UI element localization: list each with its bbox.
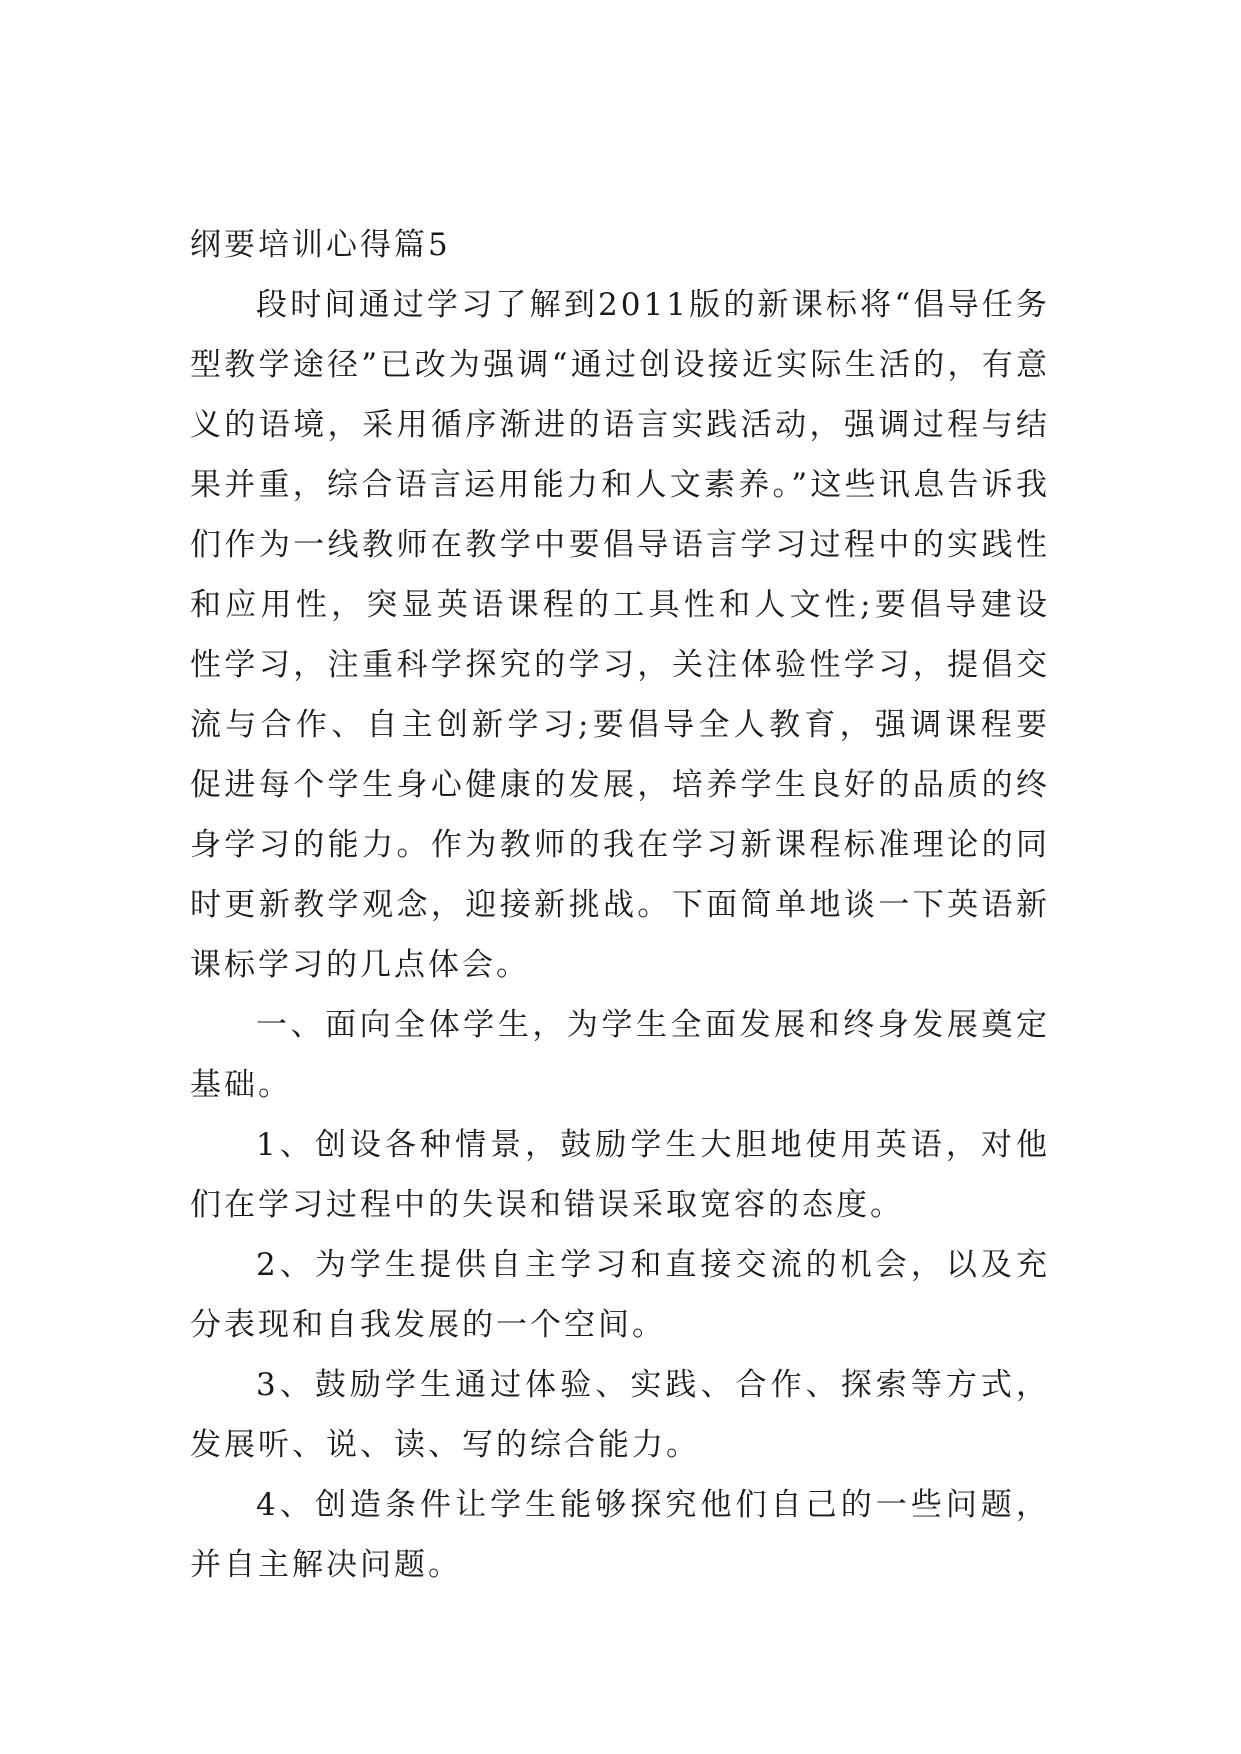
paragraph-item-2: 2、为学生提供自主学习和直接交流的机会，以及充分表现和自我发展的一个空间。 bbox=[190, 1247, 1050, 1343]
paragraph-section-1: 一、面向全体学生，为学生全面发展和终身发展奠定基础。 bbox=[190, 1007, 1050, 1103]
document-body bbox=[190, 215, 1050, 1595]
document-title: 纲要培训心得篇5 bbox=[190, 227, 451, 263]
paragraph-intro: 段时间通过学习了解到2011版的新课标将“倡导任务型教学途径”已改为强调“通过创设接近实际生活的，有意义的语境，采用循序渐进的语言实践活动，强调过程与结果并重，综合语言运用能力和人文素养。”这些讯息告诉我们作为一线教师在教学中要倡导语言学习过程中的实践性和应用性，突显英语课程的工具性和人文性;要倡导建设性学习，注重科学探究的学习，关注体验性学习，提倡交流与合作、自主创新学习;要倡导全人教育，强调课程要促进每个学生身心健康的发展，培养学生良好的品质的终身学习的能力。作为教师的我在学习新课程标准理论的同时更新教学观念，迎接新挑战。下面简单地谈一下英语新课标学习的几点体会。 bbox=[190, 287, 1050, 983]
paragraph-item-3: 3、鼓励学生通过体验、实践、合作、探索等方式，发展听、说、读、写的综合能力。 bbox=[190, 1367, 1050, 1463]
paragraph-item-4: 4、创造条件让学生能够探究他们自己的一些问题，并自主解决问题。 bbox=[190, 1487, 1050, 1583]
paragraph-item-1: 1、创设各种情景，鼓励学生大胆地使用英语，对他们在学习过程中的失误和错误采取宽容的态度。 bbox=[190, 1127, 1050, 1223]
